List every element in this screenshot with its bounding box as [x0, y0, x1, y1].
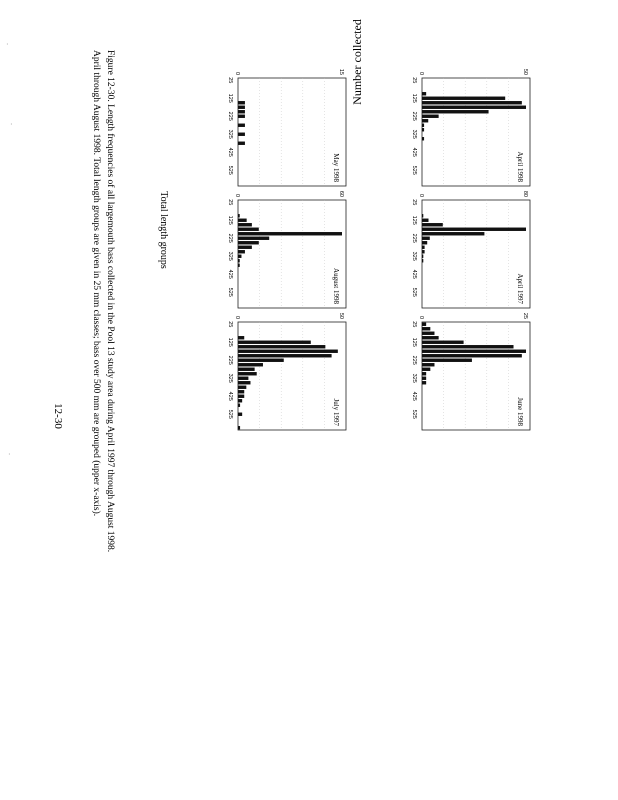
x-tick-label: 225: [411, 233, 417, 243]
bar: [422, 214, 423, 217]
bar: [238, 336, 244, 339]
bar: [422, 101, 522, 104]
chart-panel: [411, 69, 530, 186]
panel-frame: [238, 78, 346, 186]
x-tick-label: 425: [227, 147, 233, 157]
x-tick-label: 225: [411, 355, 417, 365]
x-tick-label: 525: [411, 409, 417, 419]
x-tick-label: 25: [227, 77, 233, 84]
x-tick-label: 425: [227, 391, 233, 401]
bar: [238, 395, 244, 398]
x-tick-label: 25: [411, 321, 417, 328]
panels-group: [227, 69, 530, 430]
bar: [422, 237, 430, 240]
y-tick-label: 0: [418, 193, 424, 197]
x-tick-label: 525: [411, 287, 417, 297]
panel-frame: [238, 200, 346, 308]
chart-panel: [227, 69, 346, 186]
figure-caption-line-2: April through August 1998. Total length groups are given in 25 mm classes; bass over 500 mm are grouped (upper x-axis).: [91, 50, 101, 517]
y-tick-label: 0: [418, 71, 424, 75]
bar: [238, 115, 245, 118]
bar: [238, 232, 342, 235]
panel-frame: [422, 78, 530, 186]
x-tick-label: 325: [227, 251, 233, 261]
bar: [238, 413, 242, 416]
bar: [238, 368, 255, 371]
x-tick-label: 425: [411, 269, 417, 279]
bar: [422, 259, 423, 262]
figure-caption-line-1: Figure 12-30. Length frequencies of all largemouth bass collected in the Pool 13 study area during April 1997 through August 1998.: [105, 50, 115, 553]
bar: [238, 219, 247, 222]
panel-frame: [422, 200, 530, 308]
x-tick-label: 525: [227, 287, 233, 297]
bar: [238, 255, 241, 258]
bar: [238, 259, 240, 262]
bar: [422, 377, 426, 380]
x-tick-label: 125: [411, 93, 417, 103]
x-tick-label: 325: [411, 373, 417, 383]
bar: [238, 363, 263, 366]
chart-panel: [411, 191, 530, 308]
bar: [422, 368, 430, 371]
y-tick-label: 60: [338, 190, 344, 197]
scan-mark: ·: [6, 40, 9, 49]
panel-title: July 1997: [332, 398, 340, 426]
bar: [238, 223, 252, 226]
bar: [422, 228, 526, 231]
bar: [422, 345, 514, 348]
x-tick-label: 125: [411, 337, 417, 347]
bar: [422, 363, 434, 366]
bar: [238, 264, 240, 267]
x-tick-label: 225: [411, 111, 417, 121]
bar: [238, 390, 244, 393]
bar: [422, 223, 443, 226]
x-tick-label: 25: [227, 199, 233, 206]
scan-mark: ·: [10, 120, 13, 129]
bar: [238, 250, 245, 253]
bar: [238, 399, 242, 402]
y-tick-label: 0: [234, 71, 240, 75]
bar: [422, 232, 484, 235]
x-axis-title: Total length groups: [158, 191, 169, 269]
bar: [238, 133, 245, 136]
chart-panel: [411, 313, 530, 430]
bar: [422, 250, 425, 253]
bar: [238, 246, 252, 249]
y-tick-label: 80: [522, 190, 528, 197]
bar: [238, 101, 245, 104]
x-tick-label: 25: [411, 199, 417, 206]
bar: [422, 255, 423, 258]
bar: [238, 241, 259, 244]
x-tick-label: 325: [411, 129, 417, 139]
bar: [422, 327, 430, 330]
bar: [422, 246, 425, 249]
bar: [238, 142, 245, 145]
bar: [238, 341, 311, 344]
bar: [238, 124, 245, 127]
bar: [422, 350, 526, 353]
x-tick-label: 425: [411, 391, 417, 401]
bar: [238, 359, 284, 362]
panel-title: April 1998: [516, 151, 524, 182]
panel-title: June 1998: [516, 397, 524, 426]
bar: [422, 341, 464, 344]
x-tick-label: 125: [227, 215, 233, 225]
panel-frame: [238, 322, 346, 430]
bar: [422, 115, 439, 118]
x-tick-label: 425: [411, 147, 417, 157]
y-tick-label: 0: [418, 315, 424, 319]
y-tick-label: 0: [234, 193, 240, 197]
x-tick-label: 525: [411, 165, 417, 175]
page-number-box: [40, 396, 70, 436]
x-tick-label: 125: [411, 215, 417, 225]
chart-panel: [227, 313, 346, 430]
x-tick-label: 25: [411, 77, 417, 84]
bar: [238, 381, 250, 384]
chart-panel: [227, 191, 346, 308]
bar: [238, 426, 240, 429]
panel-title: May 1998: [332, 153, 340, 182]
x-tick-label: 125: [227, 337, 233, 347]
bar: [422, 97, 505, 100]
bar: [238, 345, 325, 348]
x-tick-label: 425: [227, 269, 233, 279]
bar: [422, 137, 424, 140]
bar: [422, 336, 439, 339]
bar: [238, 377, 248, 380]
bar: [238, 404, 240, 407]
y-tick-label: 0: [234, 315, 240, 319]
bar: [422, 110, 489, 113]
y-tick-label: 25: [522, 312, 528, 319]
bar: [422, 381, 426, 384]
x-tick-label: 325: [227, 373, 233, 383]
y-axis-title: Number collected: [350, 19, 364, 105]
bar: [238, 354, 332, 357]
bar: [422, 219, 429, 222]
bar: [422, 124, 424, 127]
x-tick-label: 525: [227, 165, 233, 175]
x-tick-label: 525: [227, 409, 233, 419]
bar: [422, 323, 426, 326]
x-tick-label: 125: [227, 93, 233, 103]
bar: [422, 354, 522, 357]
bar: [422, 119, 428, 122]
page-number: 12-30: [52, 403, 64, 429]
bar: [422, 241, 427, 244]
bar: [238, 237, 269, 240]
panel-title: August 1998: [332, 268, 340, 304]
y-tick-label: 50: [338, 312, 344, 319]
x-tick-label: 325: [227, 129, 233, 139]
bar: [422, 106, 526, 109]
x-tick-label: 225: [227, 111, 233, 121]
bar: [238, 350, 338, 353]
bar: [422, 359, 472, 362]
x-tick-label: 225: [227, 233, 233, 243]
y-tick-label: 50: [522, 68, 528, 75]
bar: [422, 332, 434, 335]
x-tick-label: 25: [227, 321, 233, 328]
panel-title: April 1997: [516, 273, 524, 304]
bar: [422, 372, 426, 375]
bar: [238, 228, 259, 231]
scan-mark: ·: [8, 450, 11, 459]
bar: [238, 214, 240, 217]
bar: [238, 372, 257, 375]
x-tick-label: 325: [411, 251, 417, 261]
bar: [238, 106, 245, 109]
bar: [422, 92, 426, 95]
y-tick-label: 15: [338, 68, 344, 75]
x-tick-label: 225: [227, 355, 233, 365]
bar: [238, 110, 245, 113]
bar: [422, 128, 424, 131]
bar: [238, 386, 246, 389]
